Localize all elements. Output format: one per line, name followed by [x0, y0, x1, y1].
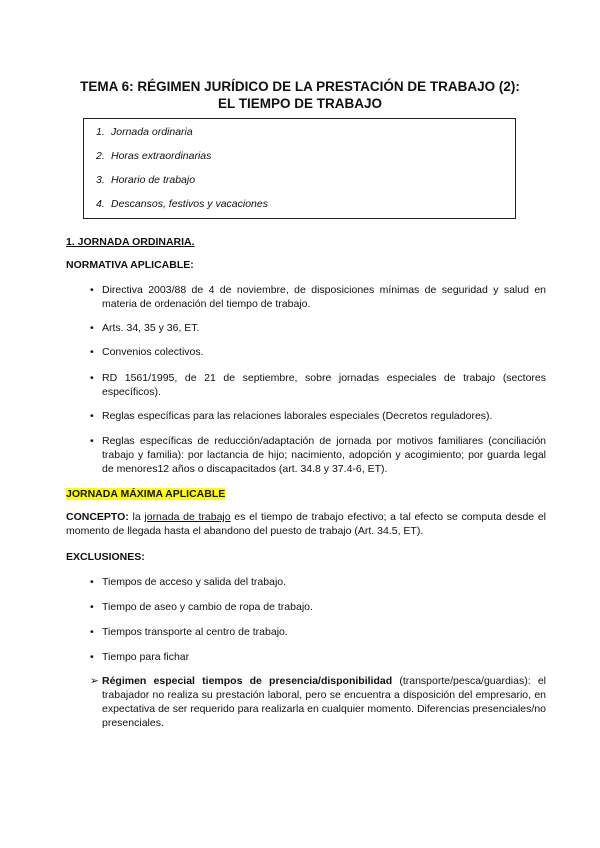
- document-page: TEMA 6: RÉGIMEN JURÍDICO DE LA PRESTACIÓN DE TRABAJO (2): EL TIEMPO DE TRABAJO 1. Jornada ordinaria 2. Horas extraordinarias 3. Horario de trabajo 4. Descansos, festivos y vacaciones 1. JORNADA ORDINARIA. NORMATIVA APLICABLE: • Directiva 2003/88 de 4 de noviembre, de disposiciones mínimas de seguridad y salud en materia de ordenación del tiempo de trabajo. • Arts. 34, 35 y 36, ET. • Convenios colectivos. • RD 1561/1995, de 21 de septiembre, sobre jornadas especiales de trabajo (sectores específicos). • Reglas específicas para las relaciones laborales especiales (Decretos reguladores). • Reglas específicas de reducción/adaptación de jornada por motivos familiares (conciliación trabajo y familia): por lactancia de hijo; nacimiento, adopción y acogimiento; por guarda legal de menores12 años o discapacitados (art. 34.8 y 37.4-6, ET). JORNADA MÁXIMA APLICABLE CONCEPTO: la jornada de trabajo es el tiempo de trabajo efectivo; a tal efecto se computa desde el momento de llegada hasta el abandono del puesto de trabajo (Art. 34.5, ET). EXCLUSIONES: • Tiempos de acceso y salida del trabajo. • Tiempo de aseo y cambio de ropa de trabajo. • Tiempos transporte al centro de trabajo. • Tiempo para fichar ➢ Régimen especial tiempos de presencia/disponibilidad (transporte/pesca/guardias): el trabajador no realiza su prestación laboral, pero se encuentra a disposición del empresario, en expectativa de ser requerido para realizarla en cualquier momento. Diferencias presenciales/no presenciales.: [0, 0, 600, 848]
- toc-item: 3. Horario de trabajo: [96, 174, 196, 186]
- toc-item: 2. Horas extraordinarias: [96, 150, 212, 162]
- document-title-line-2: EL TIEMPO DE TRABAJO: [217, 96, 383, 111]
- normativa-heading: NORMATIVA APLICABLE:: [66, 259, 194, 271]
- toc-item: 4. Descansos, festivos y vacaciones: [96, 198, 268, 210]
- table-of-contents-box: [83, 118, 516, 219]
- exclusiones-heading: EXCLUSIONES:: [66, 551, 145, 563]
- concepto-paragraph: CONCEPTO: la jornada de trabajo es el tiempo de trabajo efectivo; a tal efecto se computa desde el momento de llegada hasta el abandono del puesto de trabajo (Art. 34.5, ET).: [66, 511, 547, 537]
- toc-item: 1. Jornada ordinaria: [96, 126, 193, 138]
- section-heading: 1. JORNADA ORDINARIA.: [66, 236, 195, 248]
- jornada-maxima-heading: JORNADA MÁXIMA APLICABLE: [66, 488, 226, 500]
- arrow-bullet-icon: ➢: [90, 675, 99, 687]
- document-title-line-1: TEMA 6: RÉGIMEN JURÍDICO DE LA PRESTACIÓN DE TRABAJO (2):: [80, 79, 520, 94]
